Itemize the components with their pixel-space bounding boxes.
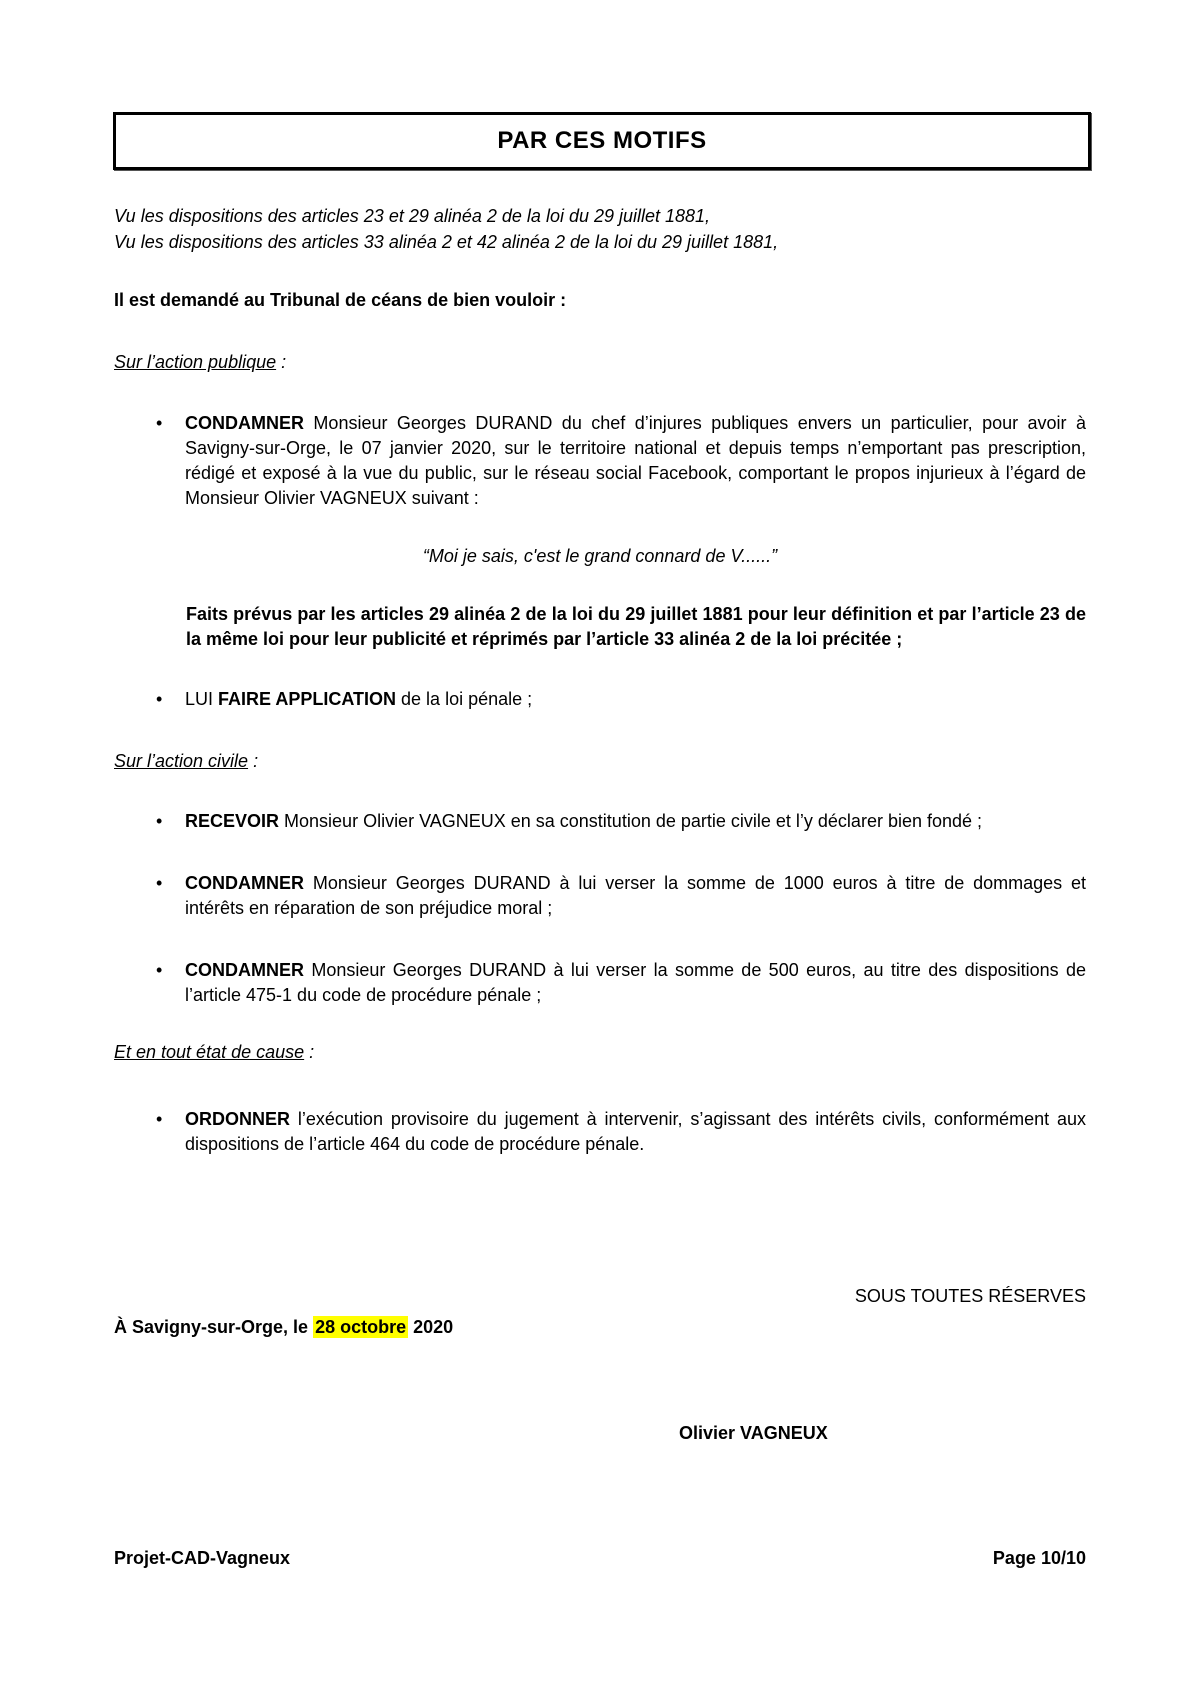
visas-block xyxy=(114,203,1086,255)
bullet-icon: • xyxy=(156,689,163,709)
bullet-lead: CONDAMNER xyxy=(185,413,304,433)
section-heading-text: Et en tout état de cause xyxy=(114,1042,305,1062)
bullet-icon: • xyxy=(156,873,163,893)
title-box xyxy=(113,112,1091,170)
bullet-recevoir xyxy=(114,809,1086,834)
sous-toutes-reserves: SOUS TOUTES RÉSERVES xyxy=(854,1286,1086,1306)
bullet-lead: RECEVOIR xyxy=(185,811,280,831)
bullet-icon: • xyxy=(156,811,163,831)
bullet-body: Monsieur Olivier VAGNEUX en sa constitution de partie civile et l’y déclarer bien fondé ; xyxy=(279,811,983,831)
visa-line-2: Vu les dispositions des articles 33 alinéa 2 et 42 alinéa 2 de la loi du 29 juillet 1881, xyxy=(114,232,779,252)
year-suffix: 2020 xyxy=(408,1317,454,1337)
bullet-pre: LUI xyxy=(185,689,219,709)
visa-line-1: Vu les dispositions des articles 23 et 29 alinéa 2 de la loi du 29 juillet 1881, xyxy=(114,206,711,226)
section-heading-colon: : xyxy=(248,751,259,771)
section-heading-action-civile xyxy=(114,748,1086,774)
bullet-lead: FAIRE APPLICATION xyxy=(218,689,397,709)
faits-prevus-paragraph: Faits prévus par les articles 29 alinéa 2 de la loi du 29 juillet 1881 pour leur définition et par l’article 23 de la même loi pour leur publicité et réprimés par l’article 33 alinéa 2 de la loi précitée ; xyxy=(186,604,1086,649)
bullet-condamner-500-euros xyxy=(114,958,1086,1008)
place-date-line xyxy=(114,1314,1086,1340)
bullet-icon: • xyxy=(156,1109,163,1129)
signature-name: Olivier VAGNEUX xyxy=(679,1423,828,1443)
bullet-condamner-injures xyxy=(114,411,1086,511)
bullet-lead: CONDAMNER xyxy=(185,960,304,980)
bullet-ordonner xyxy=(114,1107,1086,1157)
highlighted-date: 28 octobre xyxy=(315,1317,407,1337)
bullet-text xyxy=(185,809,1086,834)
section-heading-text: Sur l’action civile xyxy=(114,751,249,771)
page-title: PAR CES MOTIFS xyxy=(497,127,707,154)
place-prefix: À Savigny-sur-Orge, le xyxy=(114,1317,314,1337)
bullet-icon: • xyxy=(156,413,163,433)
bullet-faire-application xyxy=(114,687,1086,712)
section-heading-action-publique xyxy=(114,349,1086,375)
bullet-body: de la loi pénale ; xyxy=(396,689,533,709)
bullet-text xyxy=(185,871,1086,921)
section-heading-etat-de-cause xyxy=(114,1039,1086,1065)
bullet-body: l’exécution provisoire du jugement à intervenir, s’agissant des intérêts civils, conformément aux dispositions de l’article 464 du code de procédure pénale. xyxy=(185,1109,1086,1154)
section-heading-colon: : xyxy=(276,352,287,372)
bullet-body: Monsieur Georges DURAND à lui verser la somme de 500 euros, au titre des dispositions de l’article 475-1 du code de procédure pénale ; xyxy=(185,960,1086,1005)
bullet-text xyxy=(185,411,1086,511)
bullet-text xyxy=(185,687,1086,712)
bullet-body: Monsieur Georges DURAND à lui verser la somme de 1000 euros à titre de dommages et intérêts en réparation de son préjudice moral ; xyxy=(185,873,1086,918)
page-footer xyxy=(114,1545,1086,1571)
document-body xyxy=(114,203,1086,1446)
bullet-text xyxy=(185,1107,1086,1157)
bullet-lead: CONDAMNER xyxy=(185,873,304,893)
footer-page-number: Page 10/10 xyxy=(992,1548,1086,1568)
bullet-condamner-1000-euros xyxy=(114,871,1086,921)
bullet-lead: ORDONNER xyxy=(185,1109,291,1129)
bullet-text xyxy=(185,958,1086,1008)
bullet-body: Monsieur Georges DURAND du chef d’injures publiques envers un particulier, pour avoir à Savigny-sur-Orge, le 07 janvier 2020, sur le territoire national et depuis temps n’emportant pas prescription, rédigé et exposé à la vue du public, sur le réseau social Facebook, comportant le propos injurieux à l’égard de Monsieur Olivier VAGNEUX suivant : xyxy=(185,413,1086,508)
section-heading-colon: : xyxy=(304,1042,315,1062)
injurious-quote: “Moi je sais, c'est le grand connard de V......” xyxy=(422,546,778,566)
section-heading-text: Sur l’action publique xyxy=(114,352,277,372)
intro-line: Il est demandé au Tribunal de céans de bien vouloir : xyxy=(114,290,567,310)
bullet-icon: • xyxy=(156,960,163,980)
footer-project-label: Projet-CAD-Vagneux xyxy=(114,1548,291,1568)
